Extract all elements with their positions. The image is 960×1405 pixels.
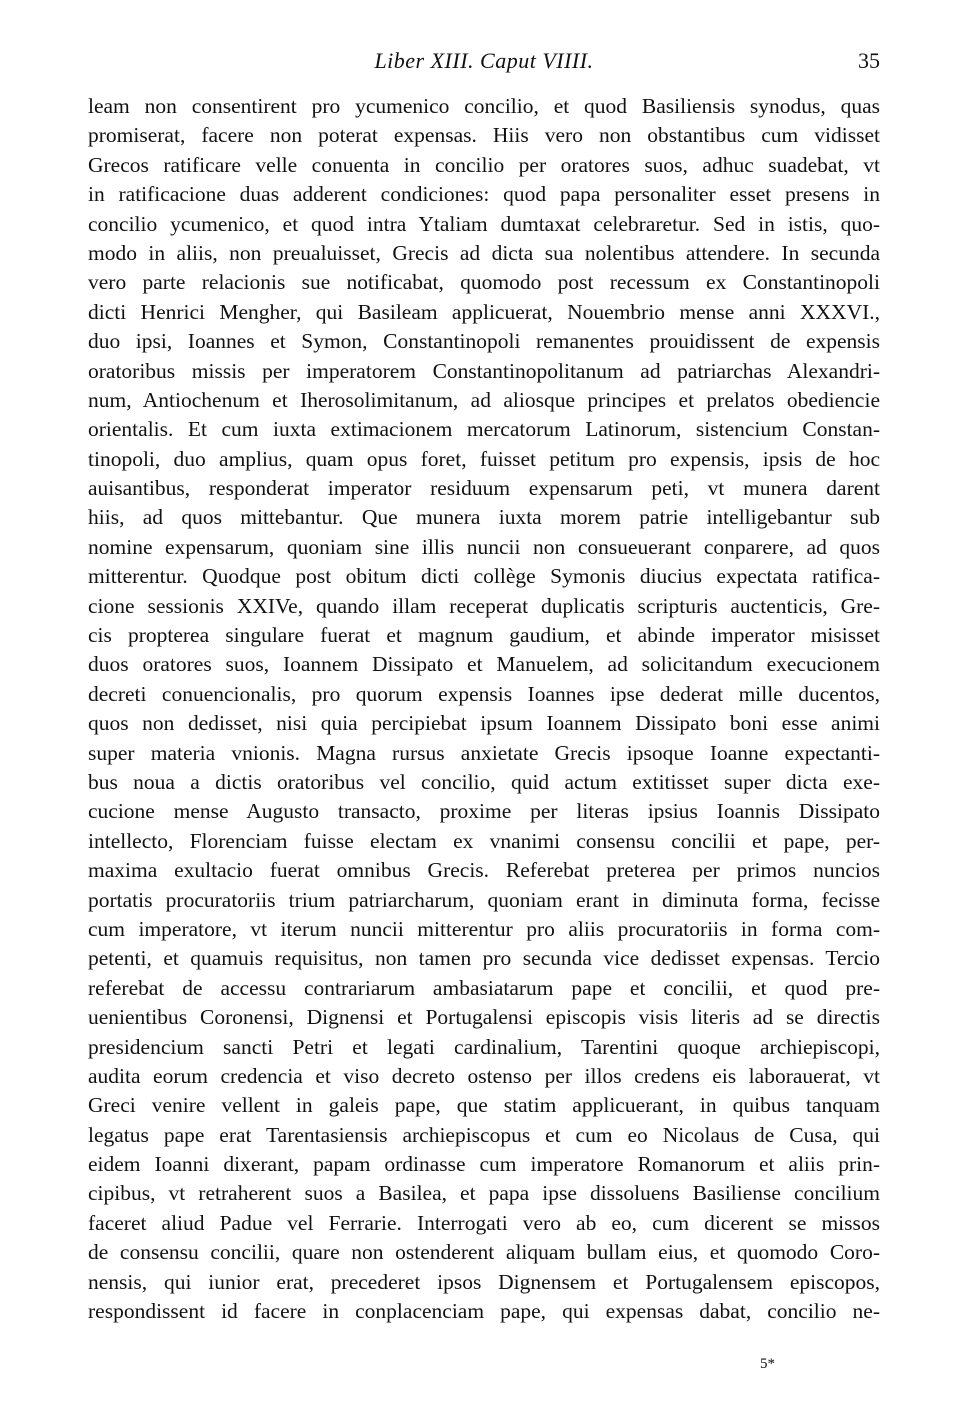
text-line: concilio ycumenico, et quod intra Ytaliam dumtaxat celebraretur. Sed in istis, quo-	[88, 211, 880, 236]
text-line: audita eorum credencia et viso decreto ostenso per illos credens eis laborauerat, vt	[88, 1063, 880, 1088]
signature-mark: 5*	[760, 1356, 775, 1372]
text-line: uenientibus Coronensi, Dignensi et Portugalensi episcopis visis literis ad se directis	[88, 1005, 880, 1030]
body-text	[88, 92, 880, 1326]
text-line: promiserat, facere non poterat expensas. Hiis vero non obstantibus cum vidisset	[88, 123, 880, 148]
text-line: faceret aliud Padue vel Ferrarie. Interrogati vero ab eo, cum dicerent se missos	[88, 1210, 880, 1235]
text-line: petenti, et quamuis requisitus, non tamen pro secunda vice dedisset expensas. Tercio	[88, 946, 880, 971]
text-line: dicti Henrici Mengher, qui Basileam applicuerat, Nouembrio mense anni XXXVI.,	[88, 299, 880, 324]
running-head	[88, 44, 880, 78]
text-line: vero parte relacionis sue notificabat, quomodo post recessum ex Constantinopoli	[88, 270, 880, 295]
text-line: hiis, ad quos mittebantur. Que munera iuxta morem patrie intelligebantur sub	[88, 505, 880, 530]
page-number: 35	[858, 48, 880, 73]
text-line: cum imperatore, vt iterum nuncii mitterentur pro aliis procuratoriis in forma com-	[88, 916, 880, 941]
text-line: legatus pape erat Tarentasiensis archiepiscopus et cum eo Nicolaus de Cusa, qui	[88, 1122, 880, 1147]
text-line: num, Antiochenum et Iherosolimitanum, ad aliosque principes et prelatos obediencie	[88, 387, 880, 412]
text-line: tinopoli, duo amplius, quam opus foret, fuisset petitum pro expensis, ipsis de hoc	[88, 446, 880, 471]
text-line: nomine expensarum, quoniam sine illis nuncii non consueuerant conparere, ad quos	[88, 534, 880, 559]
text-line: oratoribus missis per imperatorem Constantinopolitanum ad patriarchas Alexandri-	[88, 358, 880, 383]
text-line: cipibus, vt retraherent suos a Basilea, et papa ipse dissoluens Basiliense concilium	[88, 1181, 880, 1206]
text-line: nensis, qui iunior erat, precederet ipsos Dignensem et Portugalensem episcopos,	[88, 1269, 880, 1294]
text-line: duo ipsi, Ioannes et Symon, Constantinopoli remanentes prouidissent de expensis	[88, 329, 880, 354]
text-line: decreti conuencionalis, pro quorum expensis Ioannes ipse dederat mille ducentos,	[88, 681, 880, 706]
text-line: leam non consentirent pro ycumenico concilio, et quod Basiliensis synodus, quas	[88, 94, 880, 118]
text-line: de consensu concilii, quare non ostenderent aliquam bullam eius, et quomodo Coro-	[88, 1240, 880, 1265]
text-line: cucione mense Augusto transacto, proxime per literas ipsius Ioannis Dissipato	[88, 799, 880, 824]
text-line: in ratificacione duas adderent condiciones: quod papa personaliter esset presens in	[88, 182, 880, 207]
running-title: Liber XIII. Caput VIIII.	[374, 48, 594, 73]
text-line: orientalis. Et cum iuxta extimacionem mercatorum Latinorum, sistencium Constan-	[88, 417, 880, 442]
text-line: respondissent id facere in conplacenciam pape, qui expensas dabat, concilio ne-	[88, 1299, 880, 1324]
text-line: Greci venire vellent in galeis pape, que statim applicuerant, in quibus tanquam	[88, 1093, 880, 1118]
text-line: Grecos ratificare velle conuenta in concilio per oratores suos, adhuc suadebat, vt	[88, 152, 880, 177]
text-line: quos non dedisset, nisi quia percipiebat ipsum Ioannem Dissipato boni esse animi	[88, 711, 880, 736]
text-line: auisantibus, responderat imperator residuum expensarum peti, vt munera darent	[88, 476, 880, 501]
text-line: bus noua a dictis oratoribus vel concilio, quid actum extitisset super dicta exe-	[88, 769, 880, 794]
text-line: referebat de accessu contrariarum ambasiatarum pape et concilii, et quod pre-	[88, 975, 880, 1000]
text-line: presidencium sancti Petri et legati cardinalium, Tarentini quoque archiepiscopi,	[88, 1034, 880, 1059]
text-line: portatis procuratoriis trium patriarcharum, quoniam erant in diminuta forma, fecisse	[88, 887, 880, 912]
text-line: mitterentur. Quodque post obitum dicti collège Symonis diucius expectata ratifica-	[88, 564, 880, 589]
text-line: cione sessionis XXIVe, quando illam receperat duplicatis scripturis auctenticis, Gre-	[88, 593, 880, 618]
text-line: super materia vnionis. Magna rursus anxietate Grecis ipsoque Ioanne expectanti-	[88, 740, 880, 765]
text-line: duos oratores suos, Ioannem Dissipato et Manuelem, ad solicitandum execucionem	[88, 652, 880, 677]
text-line: cis propterea singulare fuerat et magnum gaudium, et abinde imperator misisset	[88, 623, 880, 648]
text-line: maxima exultacio fuerat omnibus Grecis. Referebat preterea per primos nuncios	[88, 858, 880, 883]
text-line: modo in aliis, non preualuisset, Grecis ad dicta sua nolentibus attendere. In secunda	[88, 240, 880, 265]
text-line: eidem Ioanni dixerant, papam ordinasse cum imperatore Romanorum et aliis prin-	[88, 1152, 880, 1177]
text-line: intellecto, Florenciam fuisse electam ex vnanimi consensu concilii et pape, per-	[88, 828, 880, 853]
